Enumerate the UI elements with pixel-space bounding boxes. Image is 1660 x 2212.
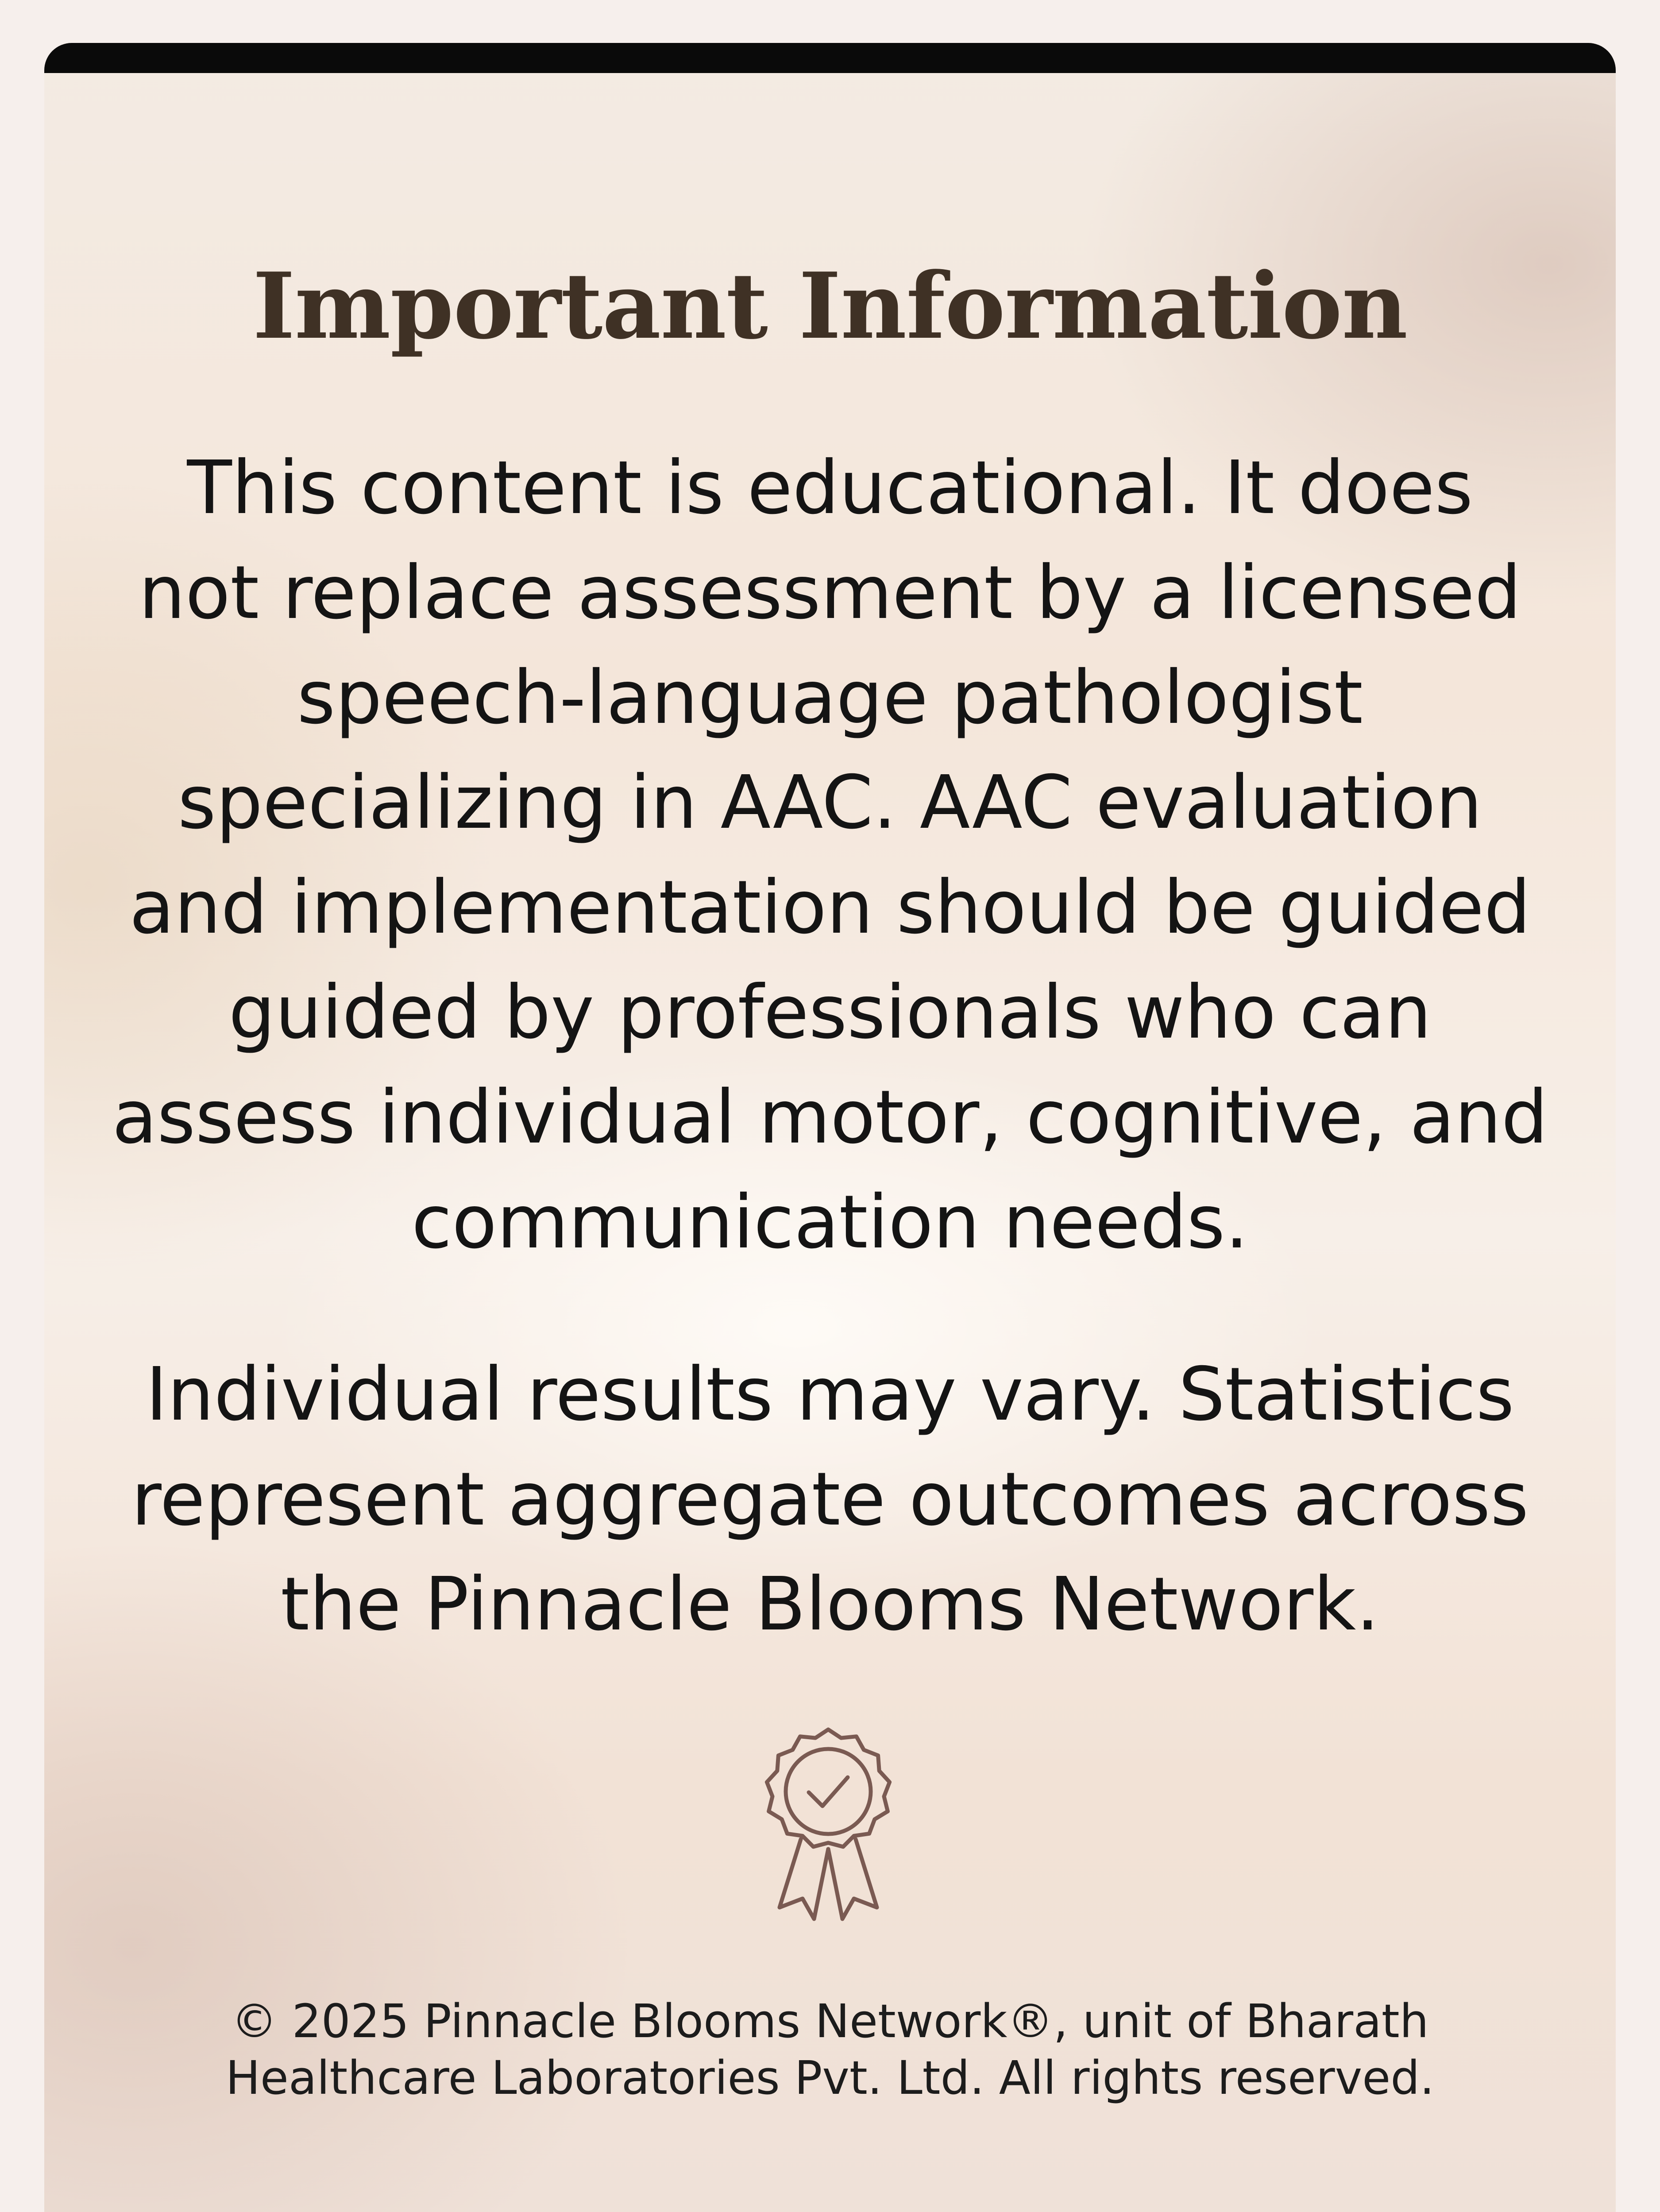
footer-line: Healthcare Laboratories Pvt. Ltd. All rights reserved. (225, 2051, 1435, 2105)
disclaimer-paragraph-results (44, 1342, 1616, 1657)
paragraph-line: guided by professionals who can (228, 970, 1432, 1055)
paragraph-line: speech-language pathologist (297, 655, 1363, 741)
paragraph-line: and implementation should be guided (129, 865, 1531, 950)
paragraph-line: specializing in AAC. AAC evaluation (178, 760, 1482, 845)
disclaimer-paragraph-educational (44, 436, 1616, 1275)
copyright-footer (44, 1993, 1616, 2106)
paragraph-line: not replace assessment by a licensed (139, 550, 1521, 636)
award-rosette-check-icon (753, 1725, 903, 1964)
paragraph-line: This content is educational. It does (187, 445, 1473, 531)
footer-line: © 2025 Pinnacle Blooms Network®, unit of Bharath (231, 1994, 1429, 2048)
paragraph-line: the Pinnacle Blooms Network. (280, 1562, 1380, 1647)
paragraph-line: assess individual motor, cognitive, and (112, 1075, 1548, 1160)
paragraph-line: represent aggregate outcomes across (131, 1457, 1529, 1542)
card-top-bar (44, 43, 1616, 73)
paragraph-line: Individual results may vary. Statistics (146, 1352, 1514, 1437)
paragraph-line: communication needs. (411, 1180, 1249, 1265)
disclaimer-card (44, 43, 1616, 2212)
disclaimer-title: Important Information (252, 253, 1408, 359)
